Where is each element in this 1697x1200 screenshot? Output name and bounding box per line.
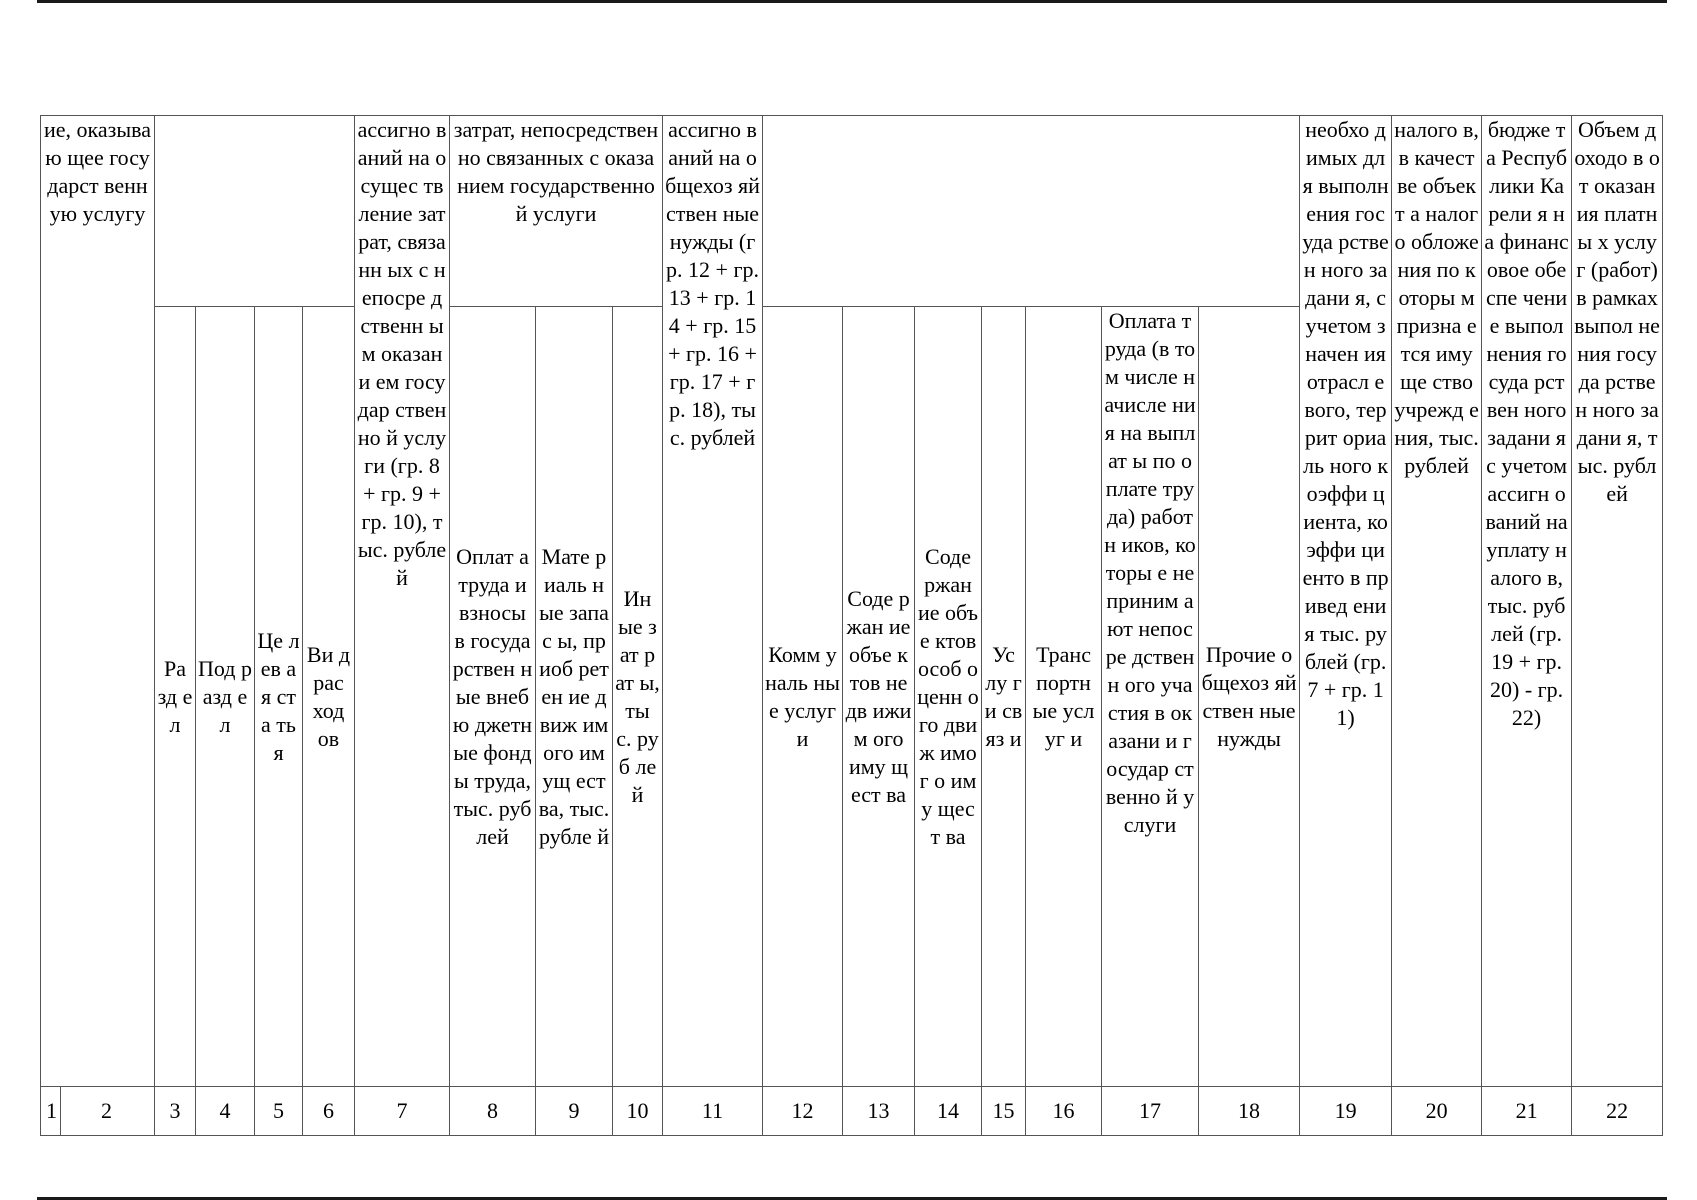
col-10-header: Ин ые зат рат ы, ты с. руб лей <box>613 307 663 1087</box>
col-number-15: 15 <box>982 1087 1026 1136</box>
col-16-header: Транс портн ые услуг и <box>1026 307 1102 1087</box>
col-5-header: Це лев ая ста тья <box>255 307 303 1087</box>
col-20-header: налого в, в качест ве объект а налого обложе ния по которы м призна ется имуще ство учрежд ения, тыс. рублей <box>1392 116 1482 1087</box>
col-number-6: 6 <box>303 1087 355 1136</box>
col-3-6-group-header <box>155 116 355 307</box>
col-18-header: Прочие общехоз яйствен ные нужды <box>1199 307 1300 1087</box>
col-number-22: 22 <box>1572 1087 1663 1136</box>
col-15-header: Ус лу ги св яз и <box>982 307 1026 1087</box>
col-13-header: Соде ржан ие объе ктов недв ижим ого иму щест ва <box>843 307 915 1087</box>
col-number-7: 7 <box>355 1087 450 1136</box>
col-number-21: 21 <box>1482 1087 1572 1136</box>
col-4-header: Под разд ел <box>196 307 255 1087</box>
col-number-12: 12 <box>763 1087 843 1136</box>
col-number-4: 4 <box>196 1087 255 1136</box>
col-22-header: Объем доходо в от оказан ия платны х услуг (работ) в рамках выпол нения госуда рствен ного задани я, тыс. рублей <box>1572 116 1663 1087</box>
col-number-14: 14 <box>915 1087 982 1136</box>
col-1-2-header: ие, оказываю щее государст венную услугу <box>41 116 155 1087</box>
col-19-header: необхо димых для выполн ения госуда рствен ного задани я, с учетом значен ия отрасл евого, террит ориаль ного коэффи циента, коэффи циенто в привед ения тыс. рублей (гр. 7 + гр. 11) <box>1300 116 1392 1087</box>
col-12-18-group-header <box>763 116 1300 307</box>
col-21-header: бюдже та Респуб лики Карели я на финанс овое обеспе чение выпол нения госуда рствен ного задани я с учетом ассигн ований на уплату налого в, тыс. рублей (гр. 19 + гр. 20) - гр. 22) <box>1482 116 1572 1087</box>
col-11-header: ассигно ваний на общехоз яйствен ные нужды (гр. 12 + гр. 13 + гр. 14 + гр. 15 + гр. 16 + гр. 17 + гр. 18), тыс. рублей <box>663 116 763 1087</box>
col-number-18: 18 <box>1199 1087 1300 1136</box>
col-number-8: 8 <box>450 1087 536 1136</box>
col-8-header: Оплат а труда и взносы в госуда рствен ные внебю джетн ые фонды труда, тыс. рублей <box>450 307 536 1087</box>
col-12-header: Комм уналь ные услуг и <box>763 307 843 1087</box>
col-17-header: Оплата труда (в том числе начисле ния на выплат ы по оплате труда) работн иков, которы е не приним ают непосре дственн ого участия в оказани и государ ственно й услуги <box>1102 307 1199 1087</box>
col-9-header: Мате риаль ные запас ы, приоб ретен ие движ имого имущ ества, тыс. рубле й <box>536 307 613 1087</box>
col-7-header: ассигно ваний на осущес твление затрат, связанн ых с непосре дственн ым оказани ем государ ственно й услуги (гр. 8 + гр. 9 + гр. 10), тыс. рублей <box>355 116 450 1087</box>
col-number-1-2 <box>41 1087 155 1136</box>
col-number-19: 19 <box>1300 1087 1392 1136</box>
col-3-header: Ра зд ел <box>155 307 196 1087</box>
col-14-header: Соде ржан ие объе ктов особ о ценн ого движ имог о иму щест ва <box>915 307 982 1087</box>
budget-form-table <box>40 115 1663 1136</box>
col-number-3: 3 <box>155 1087 196 1136</box>
col-number-17: 17 <box>1102 1087 1199 1136</box>
col-8-10-group-header: затрат, непосредственно связанных с оказанием государственной услуги <box>450 116 663 307</box>
col-number-1: 1 <box>43 1087 61 1135</box>
top-rule <box>37 0 1667 3</box>
col-6-header: Ви д рас ход ов <box>303 307 355 1087</box>
col-number-11: 11 <box>663 1087 763 1136</box>
col-number-13: 13 <box>843 1087 915 1136</box>
col-number-16: 16 <box>1026 1087 1102 1136</box>
col-number-10: 10 <box>613 1087 663 1136</box>
col-number-9: 9 <box>536 1087 613 1136</box>
col-number-5: 5 <box>255 1087 303 1136</box>
col-number-20: 20 <box>1392 1087 1482 1136</box>
col-number-2: 2 <box>101 1098 112 1123</box>
